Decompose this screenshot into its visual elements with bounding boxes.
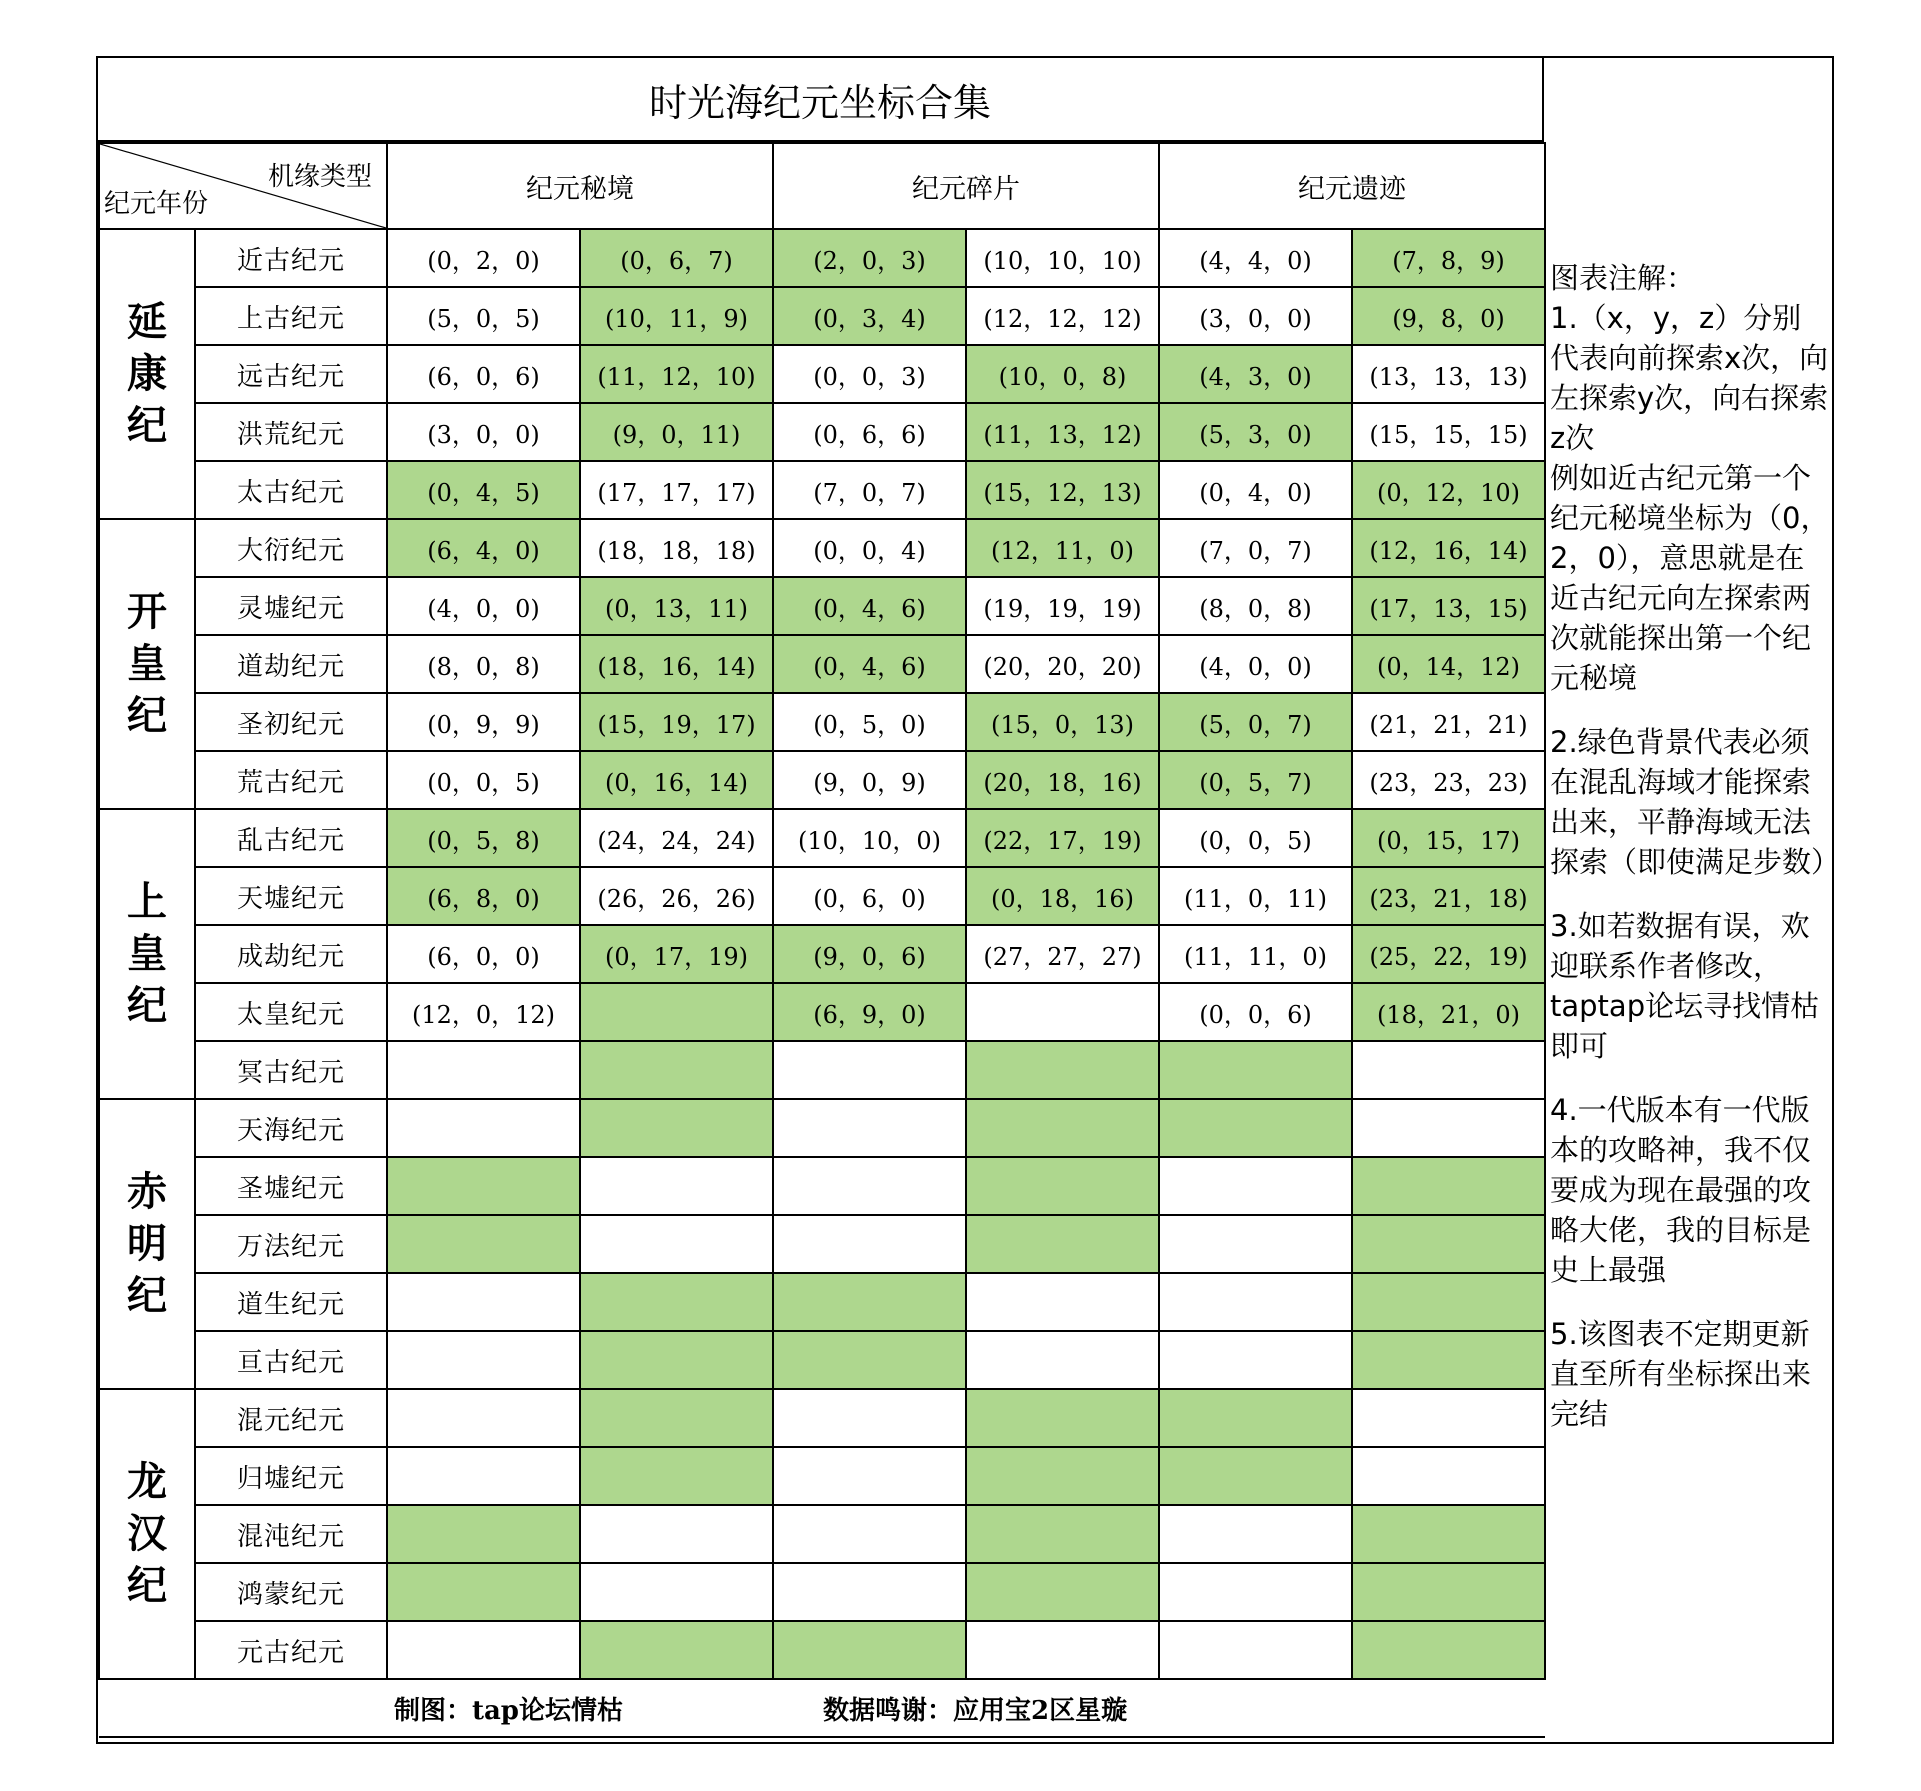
coordinate-cell [387,1621,580,1679]
table-row [99,925,1545,983]
coordinate-cell [966,983,1159,1041]
note-2: 2.绿色背景代表必须在混乱海域才能探索出来，平静海域无法探索（即使满足步数） [1550,725,1841,879]
credits-row [99,1679,1545,1737]
coordinate-cell: (0，5，7) [1159,751,1352,809]
coordinate-cell: (0，0，5) [387,751,580,809]
coordinate-cell [1159,1447,1352,1505]
table-row [99,1099,1545,1157]
era-group-label [99,519,195,809]
table-row [99,1273,1545,1331]
table-row [99,1447,1545,1505]
era-group-text: 上皇纪 [127,878,167,1029]
coordinate-cell [387,1563,580,1621]
coordinate-cell [1352,1157,1545,1215]
coordinate-cell [1352,1389,1545,1447]
coordinate-cell: (11，11，0) [1159,925,1352,983]
coordinate-cell: (13，13，13) [1352,345,1545,403]
era-name-cell: 灵墟纪元 [195,577,387,635]
coordinate-cell: (15，15，15) [1352,403,1545,461]
coordinate-cell [1159,1273,1352,1331]
coordinate-cell [1159,1331,1352,1389]
coordinate-cell: (18，16，14) [580,635,773,693]
coordinate-cell: (6，8，0) [387,867,580,925]
table-row [99,1505,1545,1563]
coordinate-cell: (4，3，0) [1159,345,1352,403]
coordinate-cell: (10，10，10) [966,229,1159,287]
table-row [99,345,1545,403]
era-name-cell: 鸿蒙纪元 [195,1563,387,1621]
coordinate-cell: (3，0，0) [1159,287,1352,345]
coordinate-cell: (0，12，10) [1352,461,1545,519]
coordinate-cell [773,1505,966,1563]
coordinate-cell [580,1389,773,1447]
era-name-cell: 圣墟纪元 [195,1157,387,1215]
coordinate-cell: (0，9，9) [387,693,580,751]
coordinate-cell: (0，4，6) [773,577,966,635]
coordinate-cell: (0，0，4) [773,519,966,577]
era-group-text: 龙汉纪 [127,1458,167,1609]
coordinate-cell: (7，0，7) [1159,519,1352,577]
coordinate-cell: (0，6，7) [580,229,773,287]
coordinate-cell: (0，5，8) [387,809,580,867]
coordinate-cell: (12，11，0) [966,519,1159,577]
coordinate-cell [966,1505,1159,1563]
coordinate-cell [1352,1041,1545,1099]
table-row [99,1563,1545,1621]
era-group-label [99,809,195,1099]
coordinate-cell: (17，13，15) [1352,577,1545,635]
era-name-cell: 冥古纪元 [195,1041,387,1099]
era-group-label [99,229,195,519]
coordinate-cell: (0，0，5) [1159,809,1352,867]
coordinate-cell [1352,1563,1545,1621]
coordinate-cell: (0，14，12) [1352,635,1545,693]
coordinate-cell: (0，15，17) [1352,809,1545,867]
coordinate-cell: (0，0，3) [773,345,966,403]
era-name-cell: 上古纪元 [195,287,387,345]
notes-panel [1544,58,1841,1742]
coordinate-cell: (0，4，6) [773,635,966,693]
coordinate-cell [387,1215,580,1273]
coordinate-cell: (3，0，0) [387,403,580,461]
coordinate-cell [966,1447,1159,1505]
era-name-cell: 荒古纪元 [195,751,387,809]
coordinate-cell [773,1331,966,1389]
era-name-cell: 元古纪元 [195,1621,387,1679]
coordinate-cell [966,1621,1159,1679]
table-row [99,403,1545,461]
coordinate-cell [580,1505,773,1563]
sheet-title: 时光海纪元坐标合集 [98,58,1544,142]
table-row [99,461,1545,519]
coordinate-cell [580,1331,773,1389]
coordinate-cell: (10，11，9) [580,287,773,345]
coordinate-cell [1159,1157,1352,1215]
table-row [99,1621,1545,1679]
coordinate-cell [1352,1505,1545,1563]
coordinate-cell: (0，4，0) [1159,461,1352,519]
era-name-cell: 归墟纪元 [195,1447,387,1505]
coordinate-cell: (4，0，0) [1159,635,1352,693]
credit-thanks: 数据鸣谢：应用宝2区星璇 [773,1679,1545,1737]
coordinate-cell [1352,1215,1545,1273]
table-row [99,1389,1545,1447]
table-row [99,1331,1545,1389]
coordinate-cell [580,1447,773,1505]
era-name-cell: 混沌纪元 [195,1505,387,1563]
table-row [99,519,1545,577]
coordinate-cell: (5，0，7) [1159,693,1352,751]
coordinate-cell: (5，3，0) [1159,403,1352,461]
coordinate-cell [580,1563,773,1621]
coordinate-cell: (15，0，13) [966,693,1159,751]
coordinate-cell [966,1331,1159,1389]
coordinate-cell: (0，5，0) [773,693,966,751]
coordinate-cell [966,1041,1159,1099]
table-row [99,1041,1545,1099]
header-row [99,143,1545,229]
coordinate-cell: (15，12，13) [966,461,1159,519]
era-name-cell: 太皇纪元 [195,983,387,1041]
coordinate-cell: (11，0，11) [1159,867,1352,925]
coordinate-cell: (10，10，0) [773,809,966,867]
coordinate-cell: (8，0，8) [1159,577,1352,635]
coordinate-cell: (6，0，6) [387,345,580,403]
coordinate-cell [773,1273,966,1331]
coordinate-cell: (27，27，27) [966,925,1159,983]
note-3: 3.如若数据有误，欢迎联系作者修改，taptap论坛寻找情枯即可 [1550,909,1820,1063]
era-name-cell: 成劫纪元 [195,925,387,983]
corner-label-era: 纪元年份 [104,189,209,219]
coordinate-cell: (20，20，20) [966,635,1159,693]
coordinate-cell: (0，6，0) [773,867,966,925]
coordinate-cell: (22，17，19) [966,809,1159,867]
note-4: 4.一代版本有一代版本的攻略神，我不仅要成为现在最强的攻略大佬，我的目标是史上最强 [1550,1093,1812,1287]
era-group-text: 延康纪 [127,298,167,449]
coordinate-cell: (11，12，10) [580,345,773,403]
coordinate-cell [1352,1099,1545,1157]
coordinate-cell [580,1099,773,1157]
coordinate-cell: (11，13，12) [966,403,1159,461]
coordinate-cell [1159,1505,1352,1563]
coordinate-cell [1159,1563,1352,1621]
era-name-cell: 混元纪元 [195,1389,387,1447]
corner-label-type: 机缘类型 [267,162,372,192]
table-row [99,983,1545,1041]
coordinate-cell: (9，0，9) [773,751,966,809]
coordinate-cell: (19，19，19) [966,577,1159,635]
era-name-cell: 天墟纪元 [195,867,387,925]
coordinate-cell: (0，0，6) [1159,983,1352,1041]
coordinate-cell: (0，16，14) [580,751,773,809]
table-row [99,635,1545,693]
era-name-cell: 道生纪元 [195,1273,387,1331]
coordinate-cell [387,1157,580,1215]
type-header-mystic-realm: 纪元秘境 [387,143,773,229]
coordinate-cell [1352,1447,1545,1505]
coordinate-table [98,142,1546,1738]
coordinate-cell: (15，19，17) [580,693,773,751]
coordinate-cell [387,1447,580,1505]
coordinate-cell: (9，0，6) [773,925,966,983]
credit-author: 制图：tap论坛情枯 [99,1679,773,1737]
era-name-cell: 天海纪元 [195,1099,387,1157]
coordinate-cell: (9，8，0) [1352,287,1545,345]
table-row [99,693,1545,751]
coordinate-cell: (17，17，17) [580,461,773,519]
coordinate-cell [387,1389,580,1447]
coordinate-cell [773,1041,966,1099]
coordinate-cell: (0，6，6) [773,403,966,461]
corner-header [99,143,387,229]
table-row [99,809,1545,867]
coordinate-cell [966,1215,1159,1273]
coordinate-cell [773,1621,966,1679]
coordinate-cell: (12，12，12) [966,287,1159,345]
coordinate-cell [773,1447,966,1505]
coordinate-cell [1159,1099,1352,1157]
coordinate-cell [1159,1621,1352,1679]
coordinate-cell [773,1563,966,1621]
coordinate-cell [773,1215,966,1273]
coordinate-cell [966,1099,1159,1157]
table-row [99,1215,1545,1273]
coordinate-cell [580,983,773,1041]
coordinate-cell: (0，2，0) [387,229,580,287]
era-name-cell: 太古纪元 [195,461,387,519]
coordinate-cell: (7，8，9) [1352,229,1545,287]
era-group-label [99,1099,195,1389]
coordinate-cell: (25，22，19) [1352,925,1545,983]
coordinate-cell [580,1041,773,1099]
coordinate-cell: (0，13，11) [580,577,773,635]
coordinate-cell: (23，23，23) [1352,751,1545,809]
era-name-cell: 远古纪元 [195,345,387,403]
table-row [99,287,1545,345]
coordinate-cell: (18，18，18) [580,519,773,577]
coordinate-cell: (8，0，8) [387,635,580,693]
coordinate-cell: (6，9，0) [773,983,966,1041]
coordinate-cell [1159,1389,1352,1447]
coordinate-cell [1352,1273,1545,1331]
note-1: 图表注解： 1.（x，y，z）分别代表向前探索x次，向左探索y次，向右探索z次 例如近古纪元第一个纪元秘境坐标为（0，2，0），意思就是在近古纪元向左探索两次就能探出第一个纪元秘境 [1550,261,1830,695]
table-row [99,867,1545,925]
coordinate-cell [773,1389,966,1447]
coordinate-cell [1352,1331,1545,1389]
coordinate-cell [387,1331,580,1389]
coordinate-cell: (10，0，8) [966,345,1159,403]
era-group-label [99,1389,195,1679]
era-name-cell: 万法纪元 [195,1215,387,1273]
coordinate-cell: (2，0，3) [773,229,966,287]
coordinate-cell: (4，4，0) [1159,229,1352,287]
table-row [99,1157,1545,1215]
coordinate-cell: (9，0，11) [580,403,773,461]
era-name-cell: 大衍纪元 [195,519,387,577]
table-row [99,751,1545,809]
coordinate-cell [966,1563,1159,1621]
coordinate-cell: (0，18，16) [966,867,1159,925]
coordinate-cell: (24，24，24) [580,809,773,867]
coordinate-cell: (12，0，12) [387,983,580,1041]
coordinate-cell [1159,1215,1352,1273]
coordinate-cell [580,1273,773,1331]
table-row [99,577,1545,635]
coordinate-cell [773,1157,966,1215]
note-5: 5.该图表不定期更新直至所有坐标探出来完结 [1550,1317,1812,1431]
coordinate-cell: (5，0，5) [387,287,580,345]
coordinate-cell: (21，21，21) [1352,693,1545,751]
era-name-cell: 乱古纪元 [195,809,387,867]
coordinate-cell: (26，26，26) [580,867,773,925]
coordinate-sheet [96,56,1841,1744]
era-name-cell: 洪荒纪元 [195,403,387,461]
coordinate-cell [966,1273,1159,1331]
table-row [99,229,1545,287]
era-name-cell: 亘古纪元 [195,1331,387,1389]
coordinate-cell [387,1273,580,1331]
era-name-cell: 圣初纪元 [195,693,387,751]
coordinate-cell: (12，16，14) [1352,519,1545,577]
coordinate-cell: (18，21，0) [1352,983,1545,1041]
coordinate-cell: (7，0，7) [773,461,966,519]
coordinate-cell [580,1621,773,1679]
coordinate-cell: (0，3，4) [773,287,966,345]
table-body [99,229,1545,1679]
coordinate-cell: (0，4，5) [387,461,580,519]
coordinate-cell [1352,1621,1545,1679]
coordinate-cell [966,1389,1159,1447]
coordinate-cell [387,1041,580,1099]
coordinate-cell: (4，0，0) [387,577,580,635]
coordinate-cell: (20，18，16) [966,751,1159,809]
type-header-fragment: 纪元碎片 [773,143,1159,229]
coordinate-cell: (0，17，19) [580,925,773,983]
era-name-cell: 道劫纪元 [195,635,387,693]
coordinate-cell [580,1157,773,1215]
coordinate-cell [580,1215,773,1273]
coordinate-cell [1159,1041,1352,1099]
coordinate-cell: (6，0，0) [387,925,580,983]
era-group-text: 开皇纪 [127,588,167,739]
coordinate-cell [387,1099,580,1157]
coordinate-cell: (23，21，18) [1352,867,1545,925]
era-group-text: 赤明纪 [127,1168,167,1319]
coordinate-cell [966,1157,1159,1215]
coordinate-cell: (6，4，0) [387,519,580,577]
type-header-ruins: 纪元遗迹 [1159,143,1545,229]
era-name-cell: 近古纪元 [195,229,387,287]
coordinate-cell [387,1505,580,1563]
coordinate-cell [773,1099,966,1157]
